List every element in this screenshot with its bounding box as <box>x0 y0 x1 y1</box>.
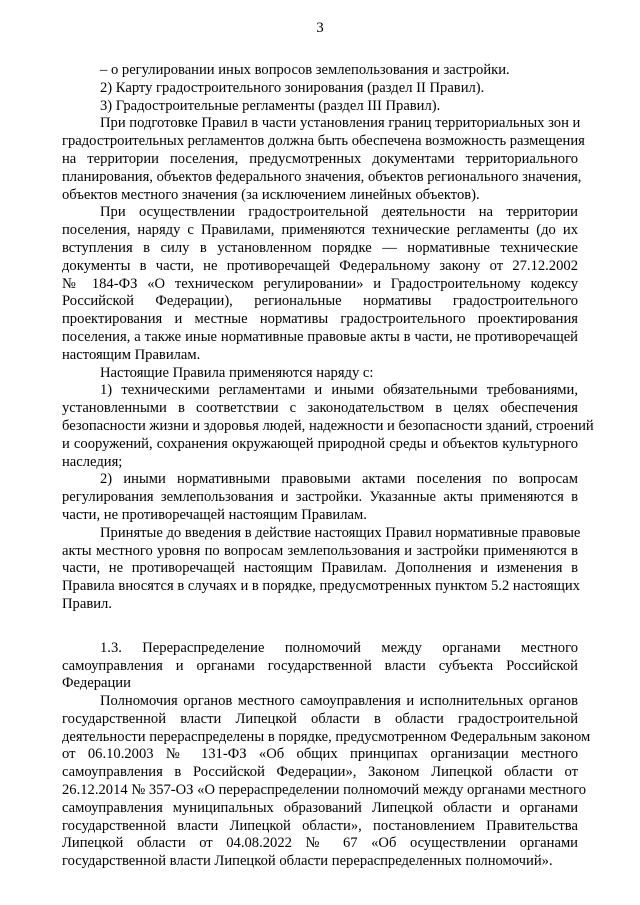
text-line: 26.12.2014 № 357-ОЗ «О перераспределении полномочий между органами местного <box>62 782 587 799</box>
text-line: самоуправления муниципальных образований Липецкой области и органами <box>62 799 578 816</box>
text-line: вступления в силу в установленном порядке — нормативные технические <box>62 239 578 256</box>
text-line: безопасности жизни и здоровья людей, надежности и безопасности зданий, строений <box>62 417 594 434</box>
text-line: № 184-ФЗ «О техническом регулировании» и Градостроительному кодексу <box>62 275 578 292</box>
text-line: самоуправления и органами государственной власти субъекта Российской <box>62 657 578 674</box>
text-line: При осуществлении градостроительной деятельности на территории <box>100 204 578 221</box>
text-line: от 06.10.2003 № 131-ФЗ «Об общих принципах организации местного <box>62 746 578 763</box>
page-number: 3 <box>316 20 324 36</box>
text-line: Правила вносятся в случаях и в порядке, предусмотренных пунктом 5.2 настоящих <box>62 578 580 595</box>
text-line: государственной власти Липецкой области перераспределенных полномочий». <box>62 853 553 870</box>
text-line: Принятые до введения в действие настоящих Правил нормативные правовые <box>100 524 581 541</box>
text-line: на территории поселения, предусмотренных документами территориального <box>62 150 578 167</box>
text-line: Российской Федерации), региональные нормативы градостроительного <box>62 293 578 310</box>
text-line: части, не противоречащей настоящим Правилам. <box>62 506 367 523</box>
text-line: проектирования и местные нормативы градостроительного проектирования <box>62 311 578 328</box>
text-line: поселения, а также иные нормативные правовые акты в части, не противоречащей <box>62 328 578 345</box>
text-line: документы в части, не противоречащей Федеральному закону от 27.12.2002 <box>62 257 578 274</box>
document-body <box>62 62 594 871</box>
text-line: 2) Карту градостроительного зонирования (раздел II Правил). <box>100 79 485 96</box>
text-line: Федерации <box>62 675 131 692</box>
text-line: При подготовке Правил в части установления границ территориальных зон и <box>100 115 581 132</box>
text-line: 1) техническими регламентами и иными обязательными требованиями, <box>100 382 578 399</box>
text-line: деятельности перераспределены в порядке, предусмотренном Федеральным законом <box>62 728 591 745</box>
text-line: настоящим Правилам. <box>62 346 201 363</box>
text-line: наследия; <box>62 453 123 470</box>
text-line: градостроительных регламентов должна быть обеспечена возможность размещения <box>62 133 585 150</box>
text-line: Липецкой области от 04.08.2022 № 67 «Об осуществлении органами <box>62 835 578 852</box>
text-line: 2) иными нормативными правовыми актами поселения по вопросам <box>100 471 578 488</box>
text-line: 1.3. Перераспределение полномочий между органами местного <box>100 639 578 656</box>
text-line: акты местного уровня по вопросам землепользования и застройки применяются в <box>62 542 578 559</box>
text-line: объектов местного значения (за исключением линейных объектов). <box>62 186 480 203</box>
text-line: Полномочия органов местного самоуправления и исполнительных органов <box>100 693 578 710</box>
text-line: поселения, наряду с Правилами, применяются технические регламенты (до их <box>62 222 578 239</box>
text-line: государственной власти Липецкой области в области градостроительной <box>62 710 578 727</box>
text-line: и сооружений, сохранения окружающей природной среды и объектов культурного <box>62 435 578 452</box>
text-line: Настоящие Правила применяются наряду с: <box>100 364 374 381</box>
text-line: 3) Градостроительные регламенты (раздел III Правил). <box>100 97 441 114</box>
text-line: регулирования землепользования и застройки. Указанные акты применяются в <box>62 489 578 506</box>
text-line: Правил. <box>62 595 112 612</box>
text-line: государственной власти Липецкой области», постановлением Правительства <box>62 817 578 834</box>
text-line: части, не противоречащей настоящим Правилам. Дополнения и изменения в <box>62 560 578 577</box>
section-gap <box>62 614 578 640</box>
text-line: планирования, объектов федерального значения, объектов регионального значения, <box>62 168 582 185</box>
text-line: – о регулировании иных вопросов землепользования и застройки. <box>100 62 510 78</box>
text-line: установленными в соответствии с законодательством в целях обеспечения <box>62 400 578 417</box>
text-line: самоуправления в Российской Федерации», Законом Липецкой области от <box>62 764 578 781</box>
